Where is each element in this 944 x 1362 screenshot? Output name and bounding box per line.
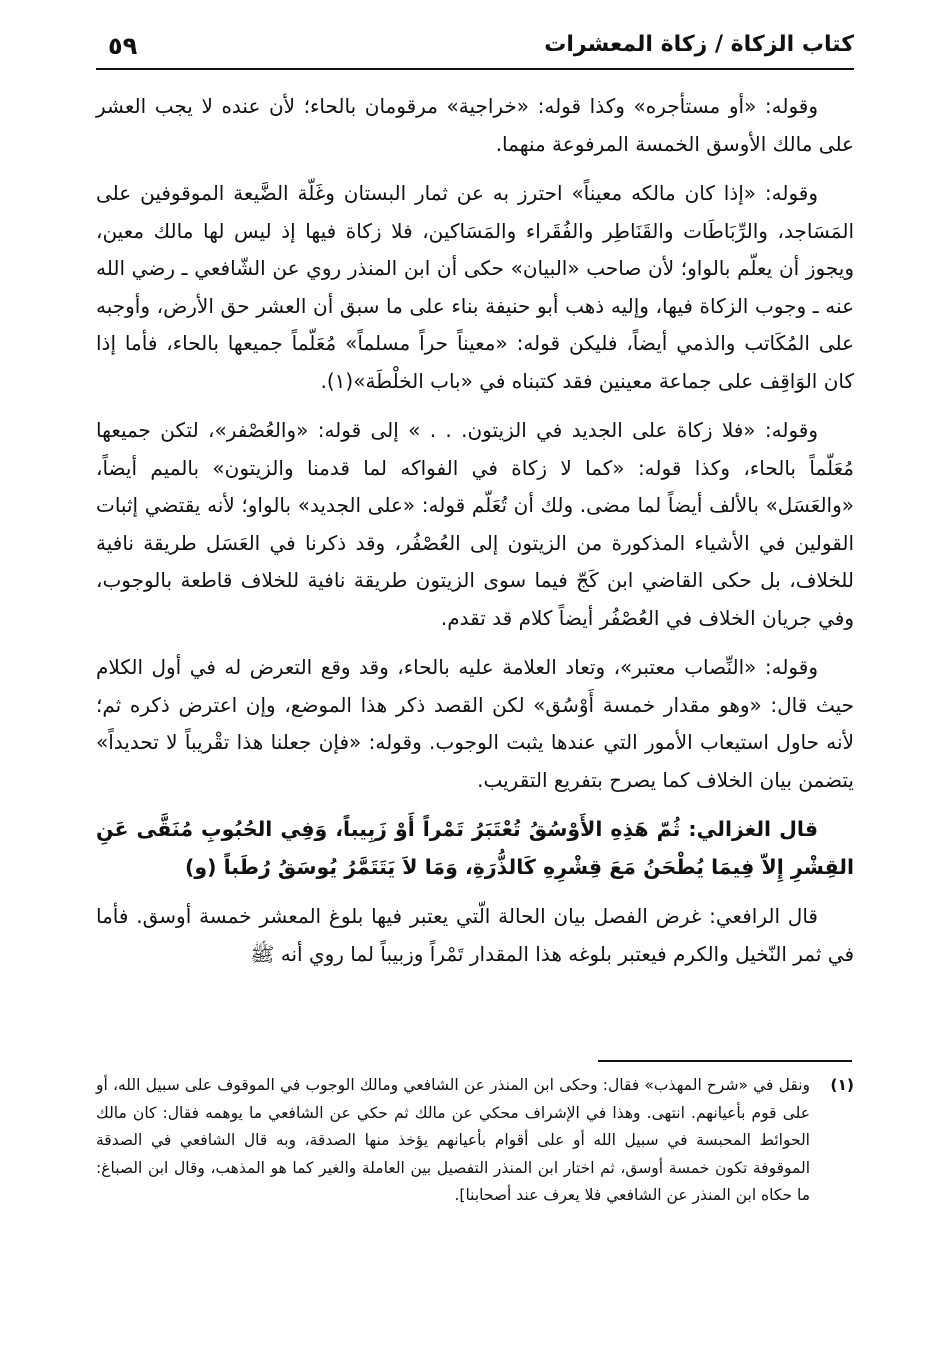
footnote-text: ونقل في «شرح المهذب» فقال: وحكى ابن المنذر عن الشافعي ومالك الوجوب في الموقوف على سبيل الله، أو على قوم بأعيانهم. انتهى. وهذا في الإشراف محكي عن مالك ثم حكي عن الشافعي ما يوهمه فقال: كان مالك الحوائط المحبسة في سبيل الله أو على أقوام بأعيانهم يؤخذ منها الصدقة، وبه قال الشافعي في الصدقة الموقوفة تكون خمسة أوسق، ثم اختار ابن المنذر التفصيل بين العاملة والغير كما هو المذهب، وقال ابن الصباغ: ما حكاه ابن المنذر عن الشافعي فلا يعرف عند أصحابنا]. [96, 1076, 810, 1204]
footnote-divider [598, 1060, 852, 1062]
paragraph: قال الرافعي: غرض الفصل بيان الحالة الّتي يعتبر فيها بلوغ المعشر خمسة أوسق. فأما في ثمر النّخيل والكرم فيعتبر بلوغه هذا المقدار تَمْراً وزبيباً لما روي أنه ﷺ [96, 904, 854, 966]
ghazali-quote-paragraph: قال الغزالي: ثُمّ هَذِهِ الأَوْسُقُ تُعْتَبَرُ تَمْراً أَوْ زَبِيباً، وَفِي الحُبُوبِ مُنَقَّى عَنِ القِشْرِ إِلاّ فِيمَا يُطْحَنُ مَعَ قِشْرِهِ كَالذُّرَةِ، وَمَا لاَ يَتَتَمَّرُ يُوسَقُ رُطَباً (و) [96, 817, 854, 879]
paragraph: وقوله: «فلا زكاة على الجديد في الزيتون. . . » إلى قوله: «والعُصْفر»، لتكن جميعها مُعَلّماً بالحاء، وكذا قوله: «كما لا زكاة في الفواكه لما قدمنا والزيتون» بالميم أيضاً، «والعَسَل» بالألف أيضاً لما مضى. ولك أن تُعَلّم قوله: «على الجديد» بالواو؛ لأنه يقتضي إثبات القولين في الأشياء المذكورة من الزيتون إلى العُصْفُر، وقد ذكرنا في العَسَل طريقة نافية للخلاف، بل حكى القاضي ابن كَجّ فيما سوى الزيتون طريقة نافية للخلاف قاطعة بالوجوب، وفي جريان الخلاف في العُصْفُر أيضاً كلام قد تقدم. [96, 418, 854, 630]
paragraph: وقوله: «النِّصاب معتبر»، وتعاد العلامة عليه بالحاء، وقد وقع التعرض له في أول الكلام حيث قال: «وهو مقدار خمسة أَوْسُق» لكن القصد ذكر هذا الموضع، وإن اعترض ذكره ثم؛ لأنه حاول استيعاب الأمور التي عندها يثبت الوجوب. وقوله: «فإن جعلنا هذا تقْريباً لا تحديداً» يتضمن بيان الخلاف كما يصرح بتفريع التقريب. [96, 655, 854, 792]
paragraph: وقوله: «إذا كان مالكه معيناً» احترز به عن ثمار البستان وغَلّة الضَّيعة الموقوفين على المَسَاجد، والرِّبَاطَات والقَنَاطِر والفُقَراء والمَسَاكين، فلا زكاة فيها إذ ليس لها مالك معين، ويجوز أن يعلّم بالواو؛ لأن صاحب «البيان» حكى أن ابن المنذر روي عن الشّافعي ـ رضي الله عنه ـ وجوب الزكاة فيها، وإليه ذهب أبو حنيفة بناء على ما سبق أن العشر حق الأرض، وأوجبه على المُكَاتب والذمي أيضاً، فليكن قوله: «معيناً حراً مسلماً» مُعَلّماً جميعها بالحاء، فأما إذا كان الوَاقِف على جماعة معينين فقد كتبناه في «باب الخلْطَة»(١). [96, 181, 854, 393]
footnotes [96, 1072, 854, 1210]
page-number: ٥٩ [108, 32, 138, 60]
page-header [96, 28, 854, 70]
footnote [96, 1072, 854, 1210]
running-title: كتاب الزكاة / زكاة المعشرات [544, 32, 854, 57]
main-text [96, 88, 854, 985]
paragraph: وقوله: «أو مستأجره» وكذا قوله: «خراجية» مرقومان بالحاء؛ لأن عنده لا يجب العشر على مالك الأوسق الخمسة المرفوعة منهما. [96, 94, 854, 156]
footnote-marker: (١) [830, 1076, 854, 1094]
